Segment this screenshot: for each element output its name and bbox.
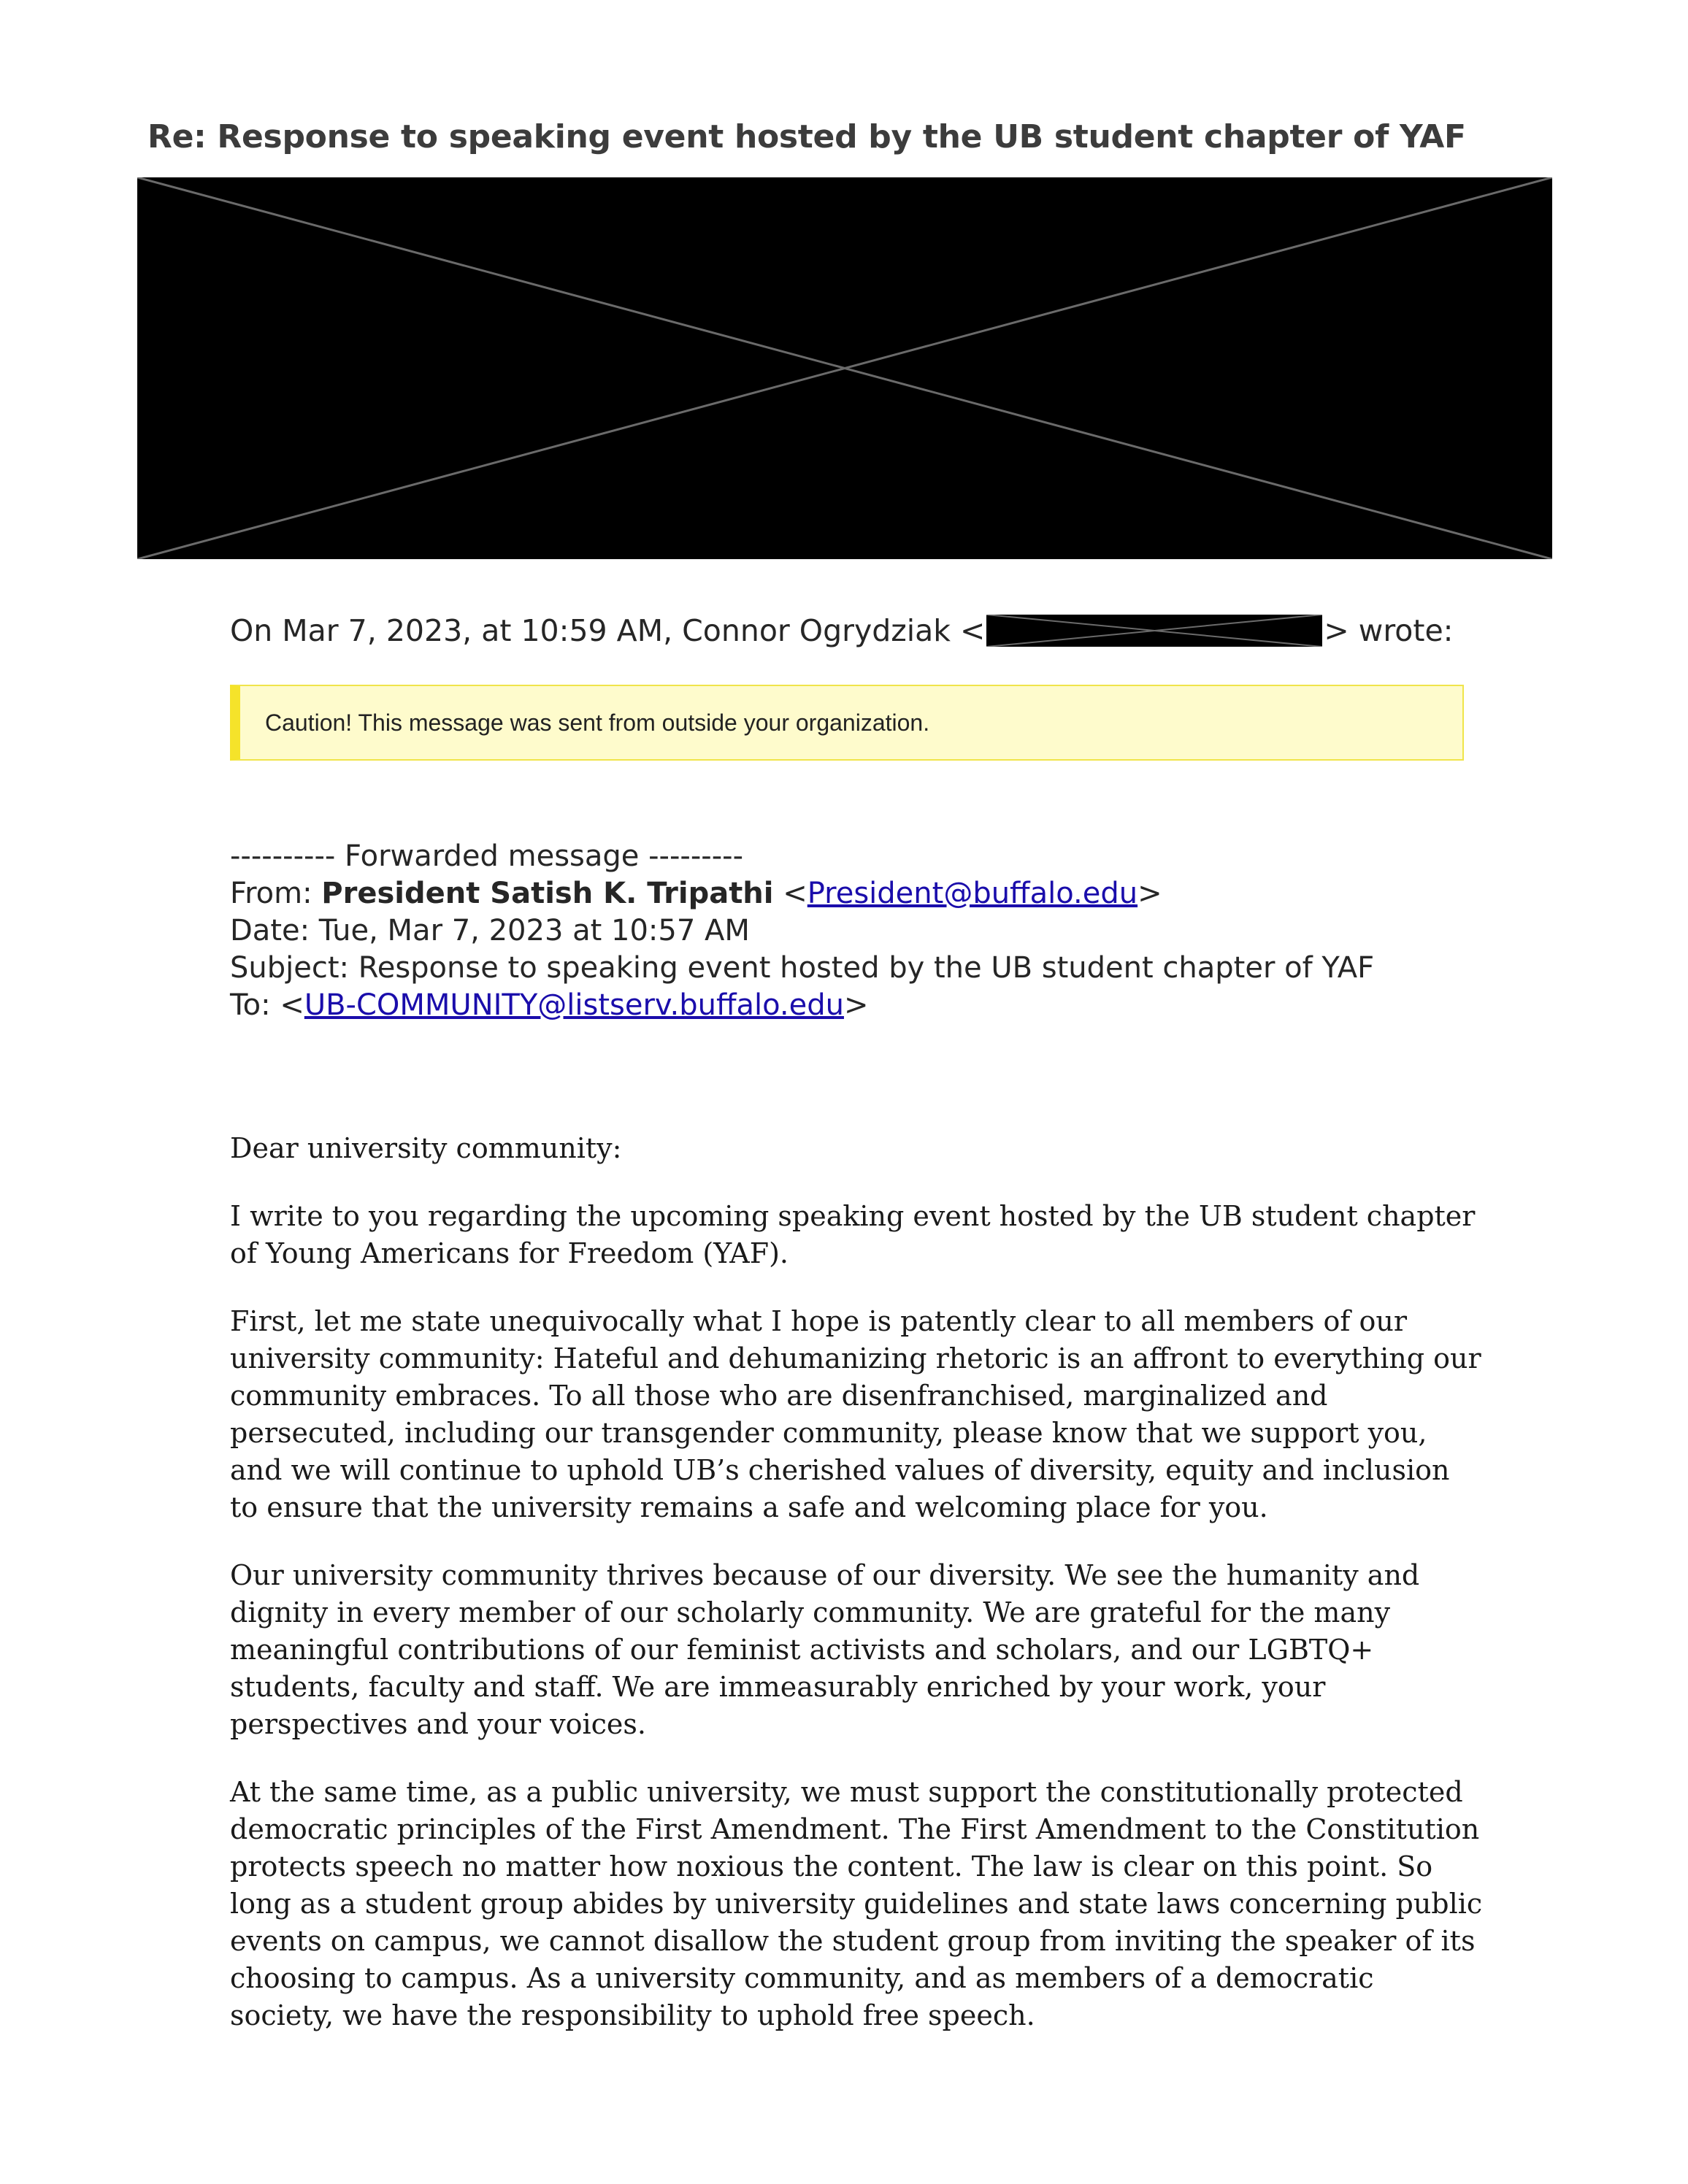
to-label: To: (230, 988, 280, 1022)
body-paragraph-3: Our university community thrives because of our diversity. We see the humanity and dignity in every member of our scholarly community. We are grateful for the many meaningful contributions of our feminist activists and scholars, and our LGBTQ+ students, faculty and staff. We are immeasurably enriched by your work, your perspectives and your voices. (230, 1559, 1420, 1740)
redaction-mark-icon (986, 615, 1322, 647)
redacted-sender-email (986, 615, 1322, 647)
body-paragraph-2: First, let me state unequivocally what I hope is patently clear to all members of our university community: Hateful and dehumanizing rhetoric is an affront to everything our community embraces. To all those who are disenfranchised, marginalized and persecuted, including our transgender community, please know that we support you, and we will continue to uphold UB’s cherished values of diversity, equity and inclusion to ensure that the university remains a safe and welcoming place for you. (230, 1305, 1481, 1523)
body-paragraph-1: I write to you regarding the upcoming speaking event hosted by the UB student chapter of Young Americans for Freedom (YAF). (230, 1200, 1476, 1269)
quote-header-prefix: On Mar 7, 2023, at 10:59 AM, Connor Ogrydziak < (230, 613, 986, 648)
caution-text: Caution! This message was sent from outside your organization. (265, 709, 930, 736)
from-line: From: President Satish K. Tripathi <President@buffalo.edu> (230, 877, 1162, 910)
from-label: From: (230, 877, 322, 910)
forwarded-message-header (230, 838, 1374, 1024)
redacted-image-banner (137, 177, 1552, 559)
quoted-reply-header (230, 613, 1454, 648)
external-caution-banner (230, 685, 1464, 761)
date-line: Date: Tue, Mar 7, 2023 at 10:57 AM (230, 914, 750, 947)
to-line: To: <UB-COMMUNITY@listserv.buffalo.edu> (230, 988, 869, 1022)
image-placeholder-icon (137, 177, 1552, 559)
email-body (230, 1130, 1486, 2065)
from-email-link[interactable]: President@buffalo.edu (807, 877, 1138, 910)
subject-line: Subject: Response to speaking event hosted by the UB student chapter of YAF (230, 951, 1375, 985)
from-name: President Satish K. Tripathi (321, 877, 774, 910)
quote-header-suffix: > wrote: (1324, 613, 1454, 648)
to-email-link[interactable]: UB-COMMUNITY@listserv.buffalo.edu (304, 988, 844, 1022)
email-subject-title: Re: Response to speaking event hosted by the UB student chapter of YAF (147, 118, 1466, 155)
body-paragraph-4: At the same time, as a public university, we must support the constitutionally protected democratic principles of the First Amendment. The First Amendment to the Constitution protects speech no matter how noxious the content. The law is clear on this point. So long as a student group abides by university guidelines and state laws concerning public events on campus, we cannot disallow the student group from inviting the speaker of its choosing to campus. As a university community, and as members of a democratic society, we have the responsibility to uphold free speech. (230, 1776, 1483, 2031)
body-greeting: Dear university community: (230, 1132, 622, 1164)
forwarded-separator: ---------- Forwarded message --------- (230, 839, 744, 873)
